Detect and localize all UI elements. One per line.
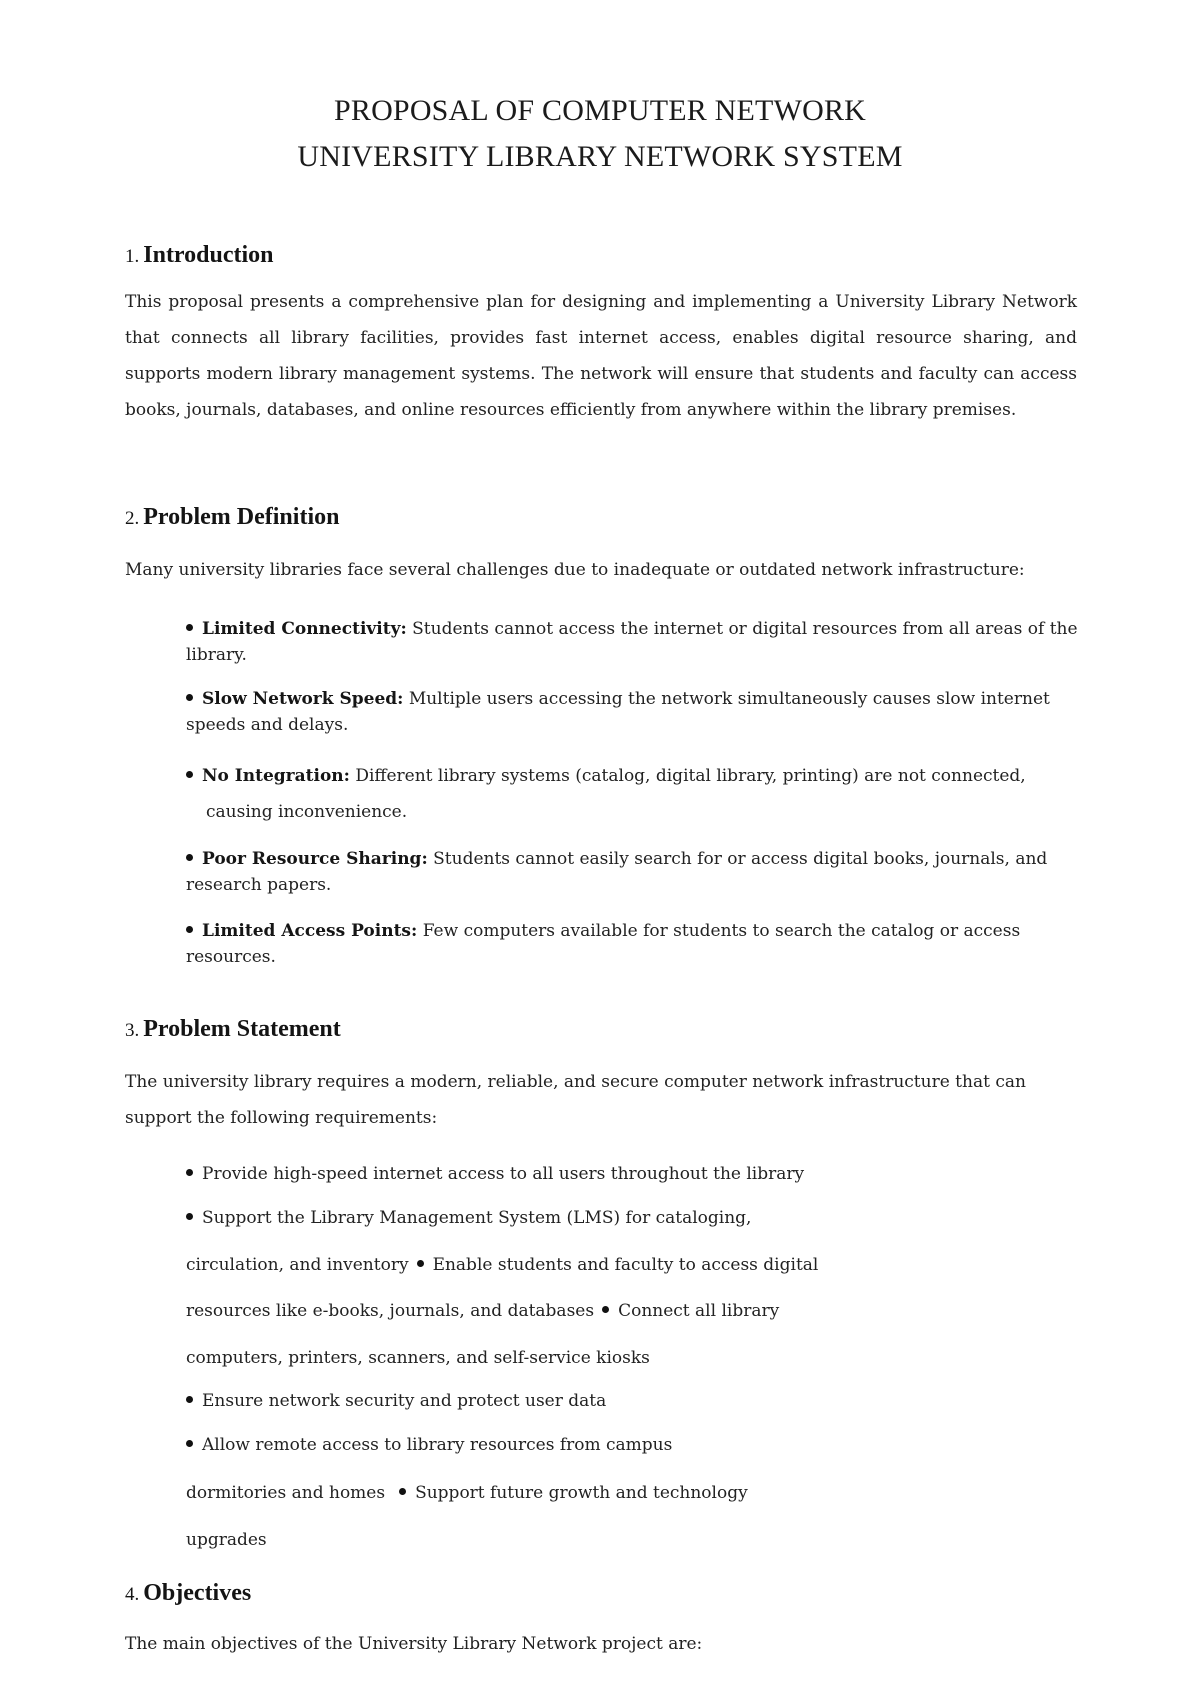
bullet-dot <box>417 1260 424 1267</box>
list-item <box>186 918 1086 970</box>
bullet-dot <box>186 624 193 631</box>
bullet-dot <box>186 1169 193 1176</box>
problem-definition-intro: Many university libraries face several challenges due to inadequate or outdated network infrastructure: <box>125 560 1025 580</box>
list-item <box>186 616 1086 668</box>
list-item-text: Enable students and faculty to access digital <box>432 1255 819 1275</box>
section-number: 4. <box>125 1584 140 1605</box>
section-title: Objectives <box>143 1580 252 1606</box>
list-item-text: resources like e-books, journals, and databases <box>186 1301 595 1321</box>
bullet-dot <box>186 1440 193 1447</box>
list-item-text: Few computers available for students to search the catalog or access resources. <box>186 921 1021 967</box>
list-item <box>186 1389 606 1413</box>
list-item <box>186 686 1086 738</box>
bullet-dot <box>186 926 193 933</box>
list-item-label: Limited Access Points: <box>202 921 418 941</box>
bullet-dot <box>186 771 193 778</box>
list-item-text: dormitories and homes <box>186 1483 386 1503</box>
list-item-text: Provide high-speed internet access to all users throughout the library <box>202 1164 805 1184</box>
list-item-text: Students cannot easily search for or access digital books, journals, and research papers. <box>186 849 1048 895</box>
list-item-text: Students cannot access the internet or digital resources from all areas of the library. <box>186 619 1078 665</box>
title-line-1: PROPOSAL OF COMPUTER NETWORK <box>333 94 867 127</box>
objectives-intro: The main objectives of the University Library Network project are: <box>125 1634 703 1654</box>
section-title: Problem Statement <box>143 1016 341 1042</box>
list-item-text: circulation, and inventory <box>186 1255 409 1275</box>
problem-statement-intro: The university library requires a modern, reliable, and secure computer network infrastructure that can support the following requirements: <box>125 1072 1026 1128</box>
list-item-label: Slow Network Speed: <box>202 689 404 709</box>
bullet-dot <box>602 1306 609 1313</box>
title-line-2: UNIVERSITY LIBRARY NETWORK SYSTEM <box>297 140 903 173</box>
list-item <box>186 1162 804 1186</box>
document-title <box>0 88 1200 180</box>
bullet-dot <box>186 694 193 701</box>
list-item-text: Allow remote access to library resources from campus <box>202 1435 673 1455</box>
list-item <box>186 758 1086 830</box>
bullet-dot <box>186 1213 193 1220</box>
section-title: Problem Definition <box>143 504 340 530</box>
list-item-text: Different library systems (catalog, digital library, printing) are not connected, <box>355 766 1026 786</box>
section-heading-objectives <box>125 1578 251 1610</box>
list-item <box>186 1433 672 1457</box>
bullet-dot <box>186 1396 193 1403</box>
list-item-continued <box>186 1253 818 1277</box>
list-item-text: Ensure network security and protect user data <box>202 1391 607 1411</box>
list-item <box>186 1206 751 1230</box>
section-heading-introduction <box>125 240 274 272</box>
list-item-text: Multiple users accessing the network simultaneously causes slow internet speeds and delays. <box>186 689 1050 735</box>
list-item <box>186 846 1086 898</box>
bullet-dot <box>399 1488 406 1495</box>
section-number: 1. <box>125 246 140 267</box>
list-item-text: Support future growth and technology <box>415 1483 748 1503</box>
list-item-label: Poor Resource Sharing: <box>202 849 428 869</box>
list-item-label: No Integration: <box>202 766 350 786</box>
list-item-text: Support the Library Management System (LMS) for cataloging, <box>202 1208 752 1228</box>
list-item-continued <box>186 1299 779 1323</box>
section-number: 2. <box>125 508 140 529</box>
list-item-continued <box>186 1346 650 1370</box>
section-number: 3. <box>125 1020 140 1041</box>
section-heading-problem-statement <box>125 1014 341 1046</box>
list-item-label: Limited Connectivity: <box>202 619 407 639</box>
section-heading-problem-definition <box>125 502 339 534</box>
bullet-dot <box>186 854 193 861</box>
introduction-paragraph: This proposal presents a comprehensive plan for designing and implementing a University Library Network that connects all library facilities, provides fast internet access, enables digital resource sharing, and supports modern library management systems. The network will ensure that students and faculty can access books, journals, databases, and online resources efficiently from anywhere within the library premises. <box>125 292 1077 420</box>
list-item-text: computers, printers, scanners, and self-service kiosks <box>186 1348 650 1368</box>
list-item-text: Connect all library <box>618 1301 780 1321</box>
list-item-text: upgrades <box>186 1530 267 1550</box>
list-item-continued <box>186 1481 748 1505</box>
section-title: Introduction <box>143 242 274 268</box>
list-item-text-continued: causing inconvenience. <box>206 802 408 822</box>
list-item-continued <box>186 1528 267 1552</box>
